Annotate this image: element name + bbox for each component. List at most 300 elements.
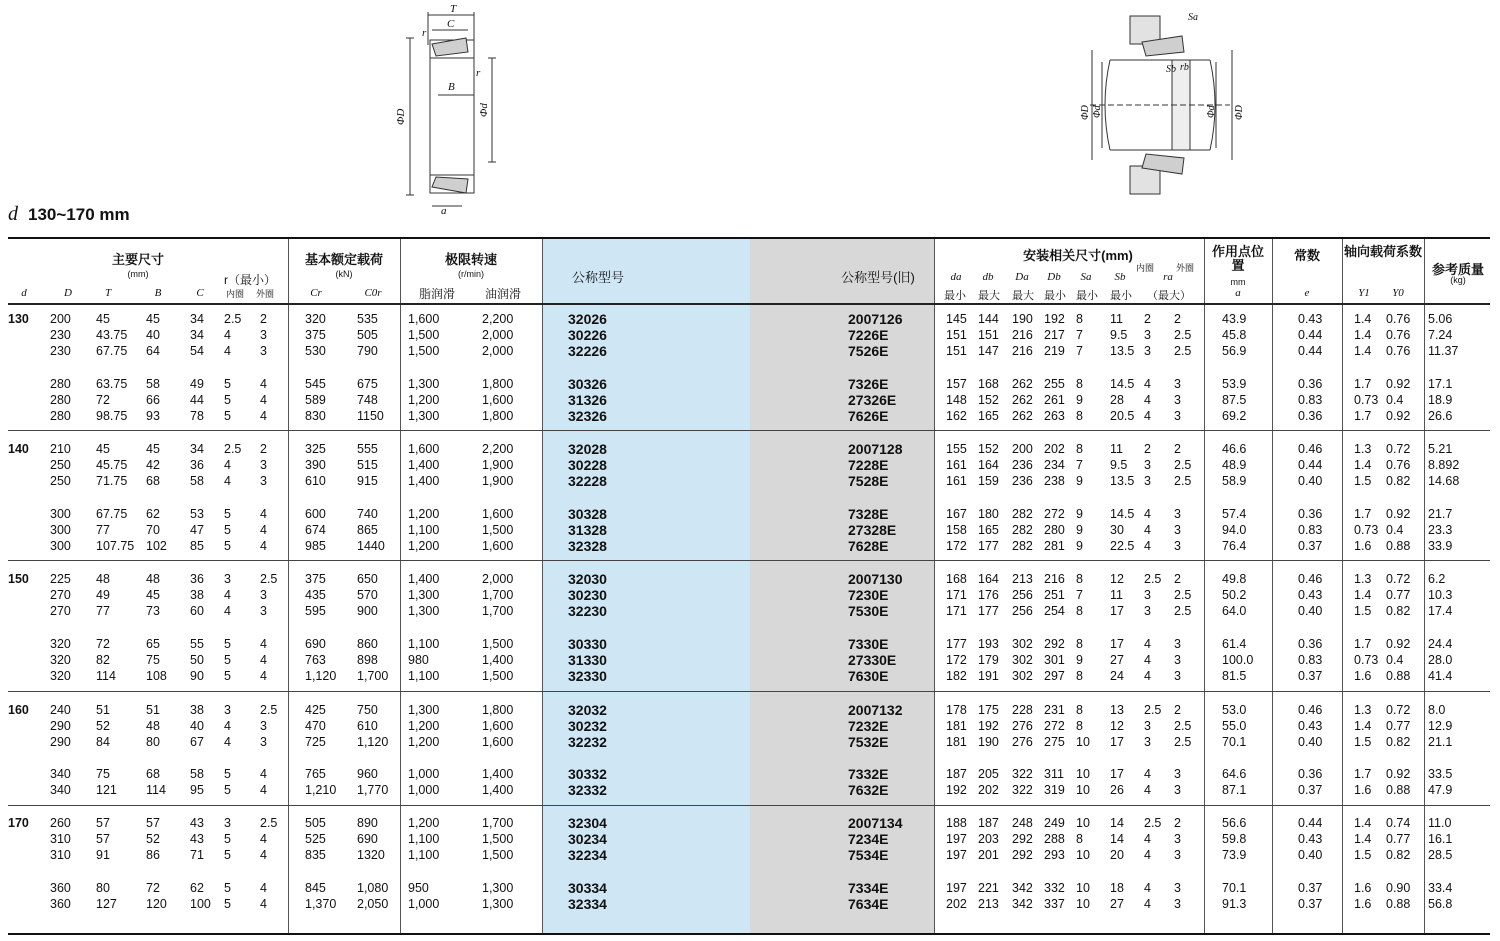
cell-C0r: 2,050 — [357, 897, 389, 911]
cell-db-max: 168 — [978, 377, 999, 391]
cell-model-old: 7632E — [848, 782, 889, 798]
cell-model: 30326 — [568, 376, 607, 392]
cell-C: 43 — [190, 816, 204, 830]
cell-ra-max: 3 — [1144, 458, 1151, 472]
cell-a: 69.2 — [1222, 409, 1247, 423]
fig2-label-phiD: ΦD — [1080, 105, 1091, 120]
header-r: r（最小） — [224, 273, 276, 287]
cell-Y0: 0.76 — [1386, 458, 1411, 472]
table-row — [8, 343, 1490, 359]
cell-C: 54 — [190, 344, 204, 358]
cell-e: 0.36 — [1298, 767, 1323, 781]
cell-Y1: 1.4 — [1354, 328, 1372, 342]
cell-model-old: 7626E — [848, 408, 889, 424]
cell-Sb-min: 13.5 — [1110, 474, 1135, 488]
cell-da-min: 172 — [946, 539, 967, 553]
header-load: 基本额定载荷 — [304, 252, 383, 267]
cell-B: 75 — [146, 653, 160, 667]
cell-rb-max: 3 — [1174, 881, 1181, 895]
cell-ra-max: 2 — [1144, 312, 1151, 326]
cell-Sa-min: 8 — [1076, 637, 1083, 651]
cell-r-outer: 3 — [260, 458, 267, 472]
cell-Da-max: 200 — [1012, 442, 1033, 456]
cell-a: 53.9 — [1222, 377, 1247, 391]
cell-db-max: 205 — [978, 767, 999, 781]
cell-r-inner: 4 — [224, 588, 231, 602]
cell-Sa-min: 8 — [1076, 409, 1083, 423]
cell-T: 107.75 — [96, 539, 135, 553]
table-row — [8, 652, 1490, 668]
cell-mass: 8.0 — [1428, 703, 1446, 717]
cell-mass: 5.06 — [1428, 312, 1453, 326]
cell-T: 49 — [96, 588, 110, 602]
cell-speed-oil: 1,400 — [482, 767, 514, 781]
bearing-table — [8, 237, 1490, 935]
cell-da-min: 187 — [946, 767, 967, 781]
cell-Cr: 325 — [305, 442, 326, 456]
cell-speed-oil: 1,600 — [482, 393, 514, 407]
cell-e: 0.37 — [1298, 669, 1323, 683]
header-B: B — [154, 287, 162, 299]
cell-speed-grease: 1,500 — [408, 344, 440, 358]
cell-Db-min: 202 — [1044, 442, 1065, 456]
cell-speed-grease: 1,200 — [408, 735, 440, 749]
header-Sb: Sb — [1114, 271, 1126, 283]
header-Sa: Sa — [1080, 271, 1092, 283]
header-mount-inner: 内圈 — [1135, 263, 1154, 273]
cell-a: 55.0 — [1222, 719, 1247, 733]
cell-model: 30226 — [568, 327, 607, 343]
cell-da-min: 161 — [946, 474, 967, 488]
cell-Db-min: 234 — [1044, 458, 1065, 472]
cell-T: 77 — [96, 604, 110, 618]
cell-Sa-min: 8 — [1076, 719, 1083, 733]
cell-e: 0.44 — [1298, 816, 1323, 830]
cell-rb-max: 3 — [1174, 637, 1181, 651]
table-row — [8, 734, 1490, 750]
cell-db-max: 144 — [978, 312, 999, 326]
cell-model-old: 7232E — [848, 718, 889, 734]
header-D: D — [64, 287, 72, 299]
cell-da-min: 148 — [946, 393, 967, 407]
cell-Y1: 1.4 — [1354, 816, 1372, 830]
cell-speed-oil: 1,600 — [482, 735, 514, 749]
cell-model: 31330 — [568, 652, 607, 668]
cell-Da-max: 236 — [1012, 458, 1033, 472]
cell-model-old: 7326E — [848, 376, 889, 392]
cell-r-outer: 4 — [260, 897, 267, 911]
cell-speed-oil: 1,500 — [482, 637, 514, 651]
cell-Y0: 0.76 — [1386, 344, 1411, 358]
cell-Y1: 1.6 — [1354, 897, 1372, 911]
cell-Sa-min: 9 — [1076, 653, 1083, 667]
cell-mass: 18.9 — [1428, 393, 1453, 407]
cell-mass: 5.21 — [1428, 442, 1453, 456]
cell-r-inner: 5 — [224, 523, 231, 537]
cell-speed-grease: 1,200 — [408, 719, 440, 733]
cell-e: 0.36 — [1298, 637, 1323, 651]
cell-speed-oil: 2,000 — [482, 328, 514, 342]
cell-a: 45.8 — [1222, 328, 1247, 342]
cell-Da-max: 256 — [1012, 604, 1033, 618]
cell-r-inner: 3 — [224, 703, 231, 717]
cell-Db-min: 281 — [1044, 539, 1065, 553]
cell-speed-grease: 1,200 — [408, 816, 440, 830]
header-grease: 脂润滑 — [418, 287, 455, 301]
table-row — [8, 506, 1490, 522]
cell-mass: 28.0 — [1428, 653, 1453, 667]
cell-mass: 11.37 — [1428, 344, 1459, 358]
cell-a: 100.0 — [1222, 653, 1254, 667]
cell-model-old: 7634E — [848, 896, 889, 912]
cell-Sb-min: 18 — [1110, 881, 1124, 895]
cell-rb-max: 2 — [1174, 703, 1181, 717]
cell-Sa-min: 9 — [1076, 507, 1083, 521]
cell-e: 0.46 — [1298, 442, 1323, 456]
cell-rb-max: 2.5 — [1174, 328, 1192, 342]
cell-r-inner: 5 — [224, 881, 231, 895]
cell-D: 310 — [50, 832, 71, 846]
table-row — [8, 896, 1490, 912]
cell-Db-min: 251 — [1044, 588, 1065, 602]
cell-Y1: 1.5 — [1354, 604, 1372, 618]
cell-db-max: 165 — [978, 523, 999, 537]
cell-r-outer: 4 — [260, 393, 267, 407]
cell-C: 34 — [190, 328, 204, 342]
cell-Sb-min: 17 — [1110, 637, 1124, 651]
cell-Y0: 0.4 — [1386, 653, 1404, 667]
cell-mass: 41.4 — [1428, 669, 1453, 683]
table-row — [8, 327, 1490, 343]
cell-T: 45.75 — [96, 458, 128, 472]
cell-da-min: 158 — [946, 523, 967, 537]
table-row — [8, 441, 1490, 457]
cell-mass: 24.4 — [1428, 637, 1453, 651]
cell-ra-max: 3 — [1144, 474, 1151, 488]
cell-D: 360 — [50, 897, 71, 911]
cell-Y0: 0.88 — [1386, 783, 1411, 797]
cell-Cr: 600 — [305, 507, 326, 521]
cell-D: 290 — [50, 719, 71, 733]
cell-C: 60 — [190, 604, 204, 618]
cell-C0r: 900 — [357, 604, 378, 618]
table-row — [8, 408, 1490, 424]
cell-Sb-min: 12 — [1110, 719, 1124, 733]
cell-speed-grease: 1,300 — [408, 409, 440, 423]
cell-d: 170 — [8, 816, 29, 830]
cell-r-inner: 5 — [224, 539, 231, 553]
cell-Db-min: 293 — [1044, 848, 1065, 862]
cell-Da-max: 276 — [1012, 719, 1033, 733]
table-row — [8, 702, 1490, 718]
cell-mass: 23.3 — [1428, 523, 1453, 537]
cell-speed-grease: 980 — [408, 653, 429, 667]
cell-T: 63.75 — [96, 377, 128, 391]
cell-db-max: 213 — [978, 897, 999, 911]
table-row — [8, 392, 1490, 408]
cell-a: 70.1 — [1222, 881, 1247, 895]
cell-Da-max: 342 — [1012, 897, 1033, 911]
cell-speed-oil: 1,600 — [482, 539, 514, 553]
header-rule — [8, 303, 1490, 305]
cell-r-inner: 5 — [224, 669, 231, 683]
cell-db-max: 192 — [978, 719, 999, 733]
cell-Cr: 1,210 — [305, 783, 337, 797]
cell-Db-min: 292 — [1044, 637, 1065, 651]
cell-model: 30332 — [568, 766, 607, 782]
cell-speed-oil: 1,900 — [482, 474, 514, 488]
cell-Cr: 674 — [305, 523, 326, 537]
cell-speed-grease: 1,000 — [408, 897, 440, 911]
cell-C: 40 — [190, 719, 204, 733]
cell-Da-max: 262 — [1012, 409, 1033, 423]
cell-Sb-min: 27 — [1110, 897, 1124, 911]
header-min: 最小 — [1044, 290, 1066, 302]
header-oil: 油润滑 — [484, 287, 521, 301]
cell-Y1: 1.6 — [1354, 539, 1372, 553]
cell-C: 58 — [190, 767, 204, 781]
cell-B: 108 — [146, 669, 167, 683]
cell-Sb-min: 13 — [1110, 703, 1124, 717]
cell-T: 84 — [96, 735, 110, 749]
fig-label-C: C — [447, 18, 455, 30]
group-rule — [8, 430, 1490, 431]
cell-e: 0.36 — [1298, 507, 1323, 521]
cell-B: 93 — [146, 409, 160, 423]
cell-r-inner: 4 — [224, 604, 231, 618]
cell-C: 53 — [190, 507, 204, 521]
cell-rb-max: 3 — [1174, 897, 1181, 911]
cell-r-outer: 3 — [260, 588, 267, 602]
cell-Y0: 0.77 — [1386, 719, 1411, 733]
cell-Db-min: 275 — [1044, 735, 1065, 749]
cell-Da-max: 262 — [1012, 393, 1033, 407]
header-model-old: 公称型号(旧) — [841, 270, 915, 285]
cell-Sb-min: 14.5 — [1110, 377, 1135, 391]
cell-r-inner: 3 — [224, 816, 231, 830]
cell-Y0: 0.88 — [1386, 897, 1411, 911]
cell-C: 50 — [190, 653, 204, 667]
cell-T: 45 — [96, 442, 110, 456]
cell-Cr: 545 — [305, 377, 326, 391]
cell-C0r: 898 — [357, 653, 378, 667]
cell-model-old: 27326E — [848, 392, 897, 408]
cell-C: 55 — [190, 637, 204, 651]
cell-Sb-min: 26 — [1110, 783, 1124, 797]
cell-Y1: 1.7 — [1354, 637, 1372, 651]
cell-Cr: 470 — [305, 719, 326, 733]
cell-C0r: 960 — [357, 767, 378, 781]
cell-model-old: 7630E — [848, 668, 889, 684]
cell-mass: 11.0 — [1428, 816, 1452, 830]
header-Y0: Y0 — [1392, 287, 1404, 299]
header-speed-unit: (r/min) — [458, 269, 484, 279]
cell-da-min: 151 — [946, 328, 967, 342]
cell-C: 47 — [190, 523, 204, 537]
cell-ra-max: 4 — [1144, 637, 1151, 651]
cell-db-max: 147 — [978, 344, 999, 358]
cell-e: 0.43 — [1298, 312, 1323, 326]
cell-speed-oil: 1,400 — [482, 653, 514, 667]
cell-Db-min: 263 — [1044, 409, 1065, 423]
cell-ra-max: 4 — [1144, 832, 1151, 846]
cell-model-old: 7330E — [848, 636, 889, 652]
header-Y1: Y1 — [1358, 287, 1370, 299]
cell-Sa-min: 7 — [1076, 458, 1083, 472]
cell-db-max: 187 — [978, 816, 999, 830]
cell-r-outer: 4 — [260, 653, 267, 667]
cell-a: 49.8 — [1222, 572, 1247, 586]
cell-T: 51 — [96, 703, 110, 717]
cell-model: 30232 — [568, 718, 607, 734]
cell-Sb-min: 11 — [1110, 312, 1123, 326]
cell-Db-min: 272 — [1044, 507, 1065, 521]
mounting-dimensions-diagram — [1070, 10, 1250, 200]
fig-label-r2: r — [476, 67, 481, 79]
cell-Cr: 595 — [305, 604, 326, 618]
table-row — [8, 473, 1490, 489]
cell-a: 59.8 — [1222, 832, 1247, 846]
cell-D: 280 — [50, 409, 71, 423]
cell-db-max: 164 — [978, 458, 999, 472]
cell-Sb-min: 14 — [1110, 816, 1124, 830]
cell-C0r: 675 — [357, 377, 378, 391]
cell-r-inner: 2.5 — [224, 312, 242, 326]
cell-C0r: 748 — [357, 393, 378, 407]
cell-B: 66 — [146, 393, 160, 407]
cell-Y1: 0.73 — [1354, 393, 1379, 407]
header-min: 最小 — [1076, 290, 1098, 302]
cell-r-outer: 3 — [260, 344, 267, 358]
cell-Sa-min: 8 — [1076, 572, 1083, 586]
cell-Y1: 1.4 — [1354, 719, 1372, 733]
cell-B: 114 — [146, 783, 166, 797]
cell-Db-min: 332 — [1044, 881, 1065, 895]
cell-model-old: 7332E — [848, 766, 889, 782]
cell-Y1: 1.4 — [1354, 312, 1372, 326]
cell-Y0: 0.92 — [1386, 637, 1411, 651]
cell-Sb-min: 17 — [1110, 735, 1124, 749]
cell-model-old: 2007130 — [848, 571, 903, 587]
cell-C0r: 860 — [357, 637, 378, 651]
cell-ra-max: 3 — [1144, 588, 1151, 602]
cell-Y1: 1.4 — [1354, 458, 1372, 472]
cell-a: 73.9 — [1222, 848, 1247, 862]
cell-Y1: 1.7 — [1354, 507, 1372, 521]
cell-Cr: 610 — [305, 474, 326, 488]
cell-da-min: 197 — [946, 848, 967, 862]
cell-Y1: 1.7 — [1354, 767, 1372, 781]
cell-model-old: 7226E — [848, 327, 889, 343]
cell-r-outer: 4 — [260, 881, 267, 895]
cell-Db-min: 288 — [1044, 832, 1065, 846]
cell-T: 98.75 — [96, 409, 128, 423]
cell-Y0: 0.90 — [1386, 881, 1411, 895]
cell-Db-min: 280 — [1044, 523, 1065, 537]
cell-da-min: 182 — [946, 669, 967, 683]
cell-Y0: 0.72 — [1386, 572, 1411, 586]
cell-Da-max: 282 — [1012, 539, 1033, 553]
cell-Cr: 1,120 — [305, 669, 337, 683]
cell-Sa-min: 9 — [1076, 539, 1083, 553]
cell-speed-grease: 1,100 — [408, 523, 440, 537]
cell-B: 58 — [146, 377, 160, 391]
cell-db-max: 203 — [978, 832, 999, 846]
cell-Sa-min: 8 — [1076, 604, 1083, 618]
cell-speed-oil: 1,500 — [482, 669, 514, 683]
cell-model-old: 27328E — [848, 522, 897, 538]
cell-B: 73 — [146, 604, 160, 618]
cell-a: 61.4 — [1222, 637, 1247, 651]
cell-speed-oil: 1,800 — [482, 409, 514, 423]
header-mass: 参考质量 — [1431, 262, 1484, 277]
cell-ra-max: 2.5 — [1144, 572, 1162, 586]
header-d: d — [21, 287, 27, 299]
cell-db-max: 176 — [978, 588, 999, 602]
cell-C0r: 865 — [357, 523, 378, 537]
cell-db-max: 159 — [978, 474, 999, 488]
cell-mass: 26.6 — [1428, 409, 1453, 423]
cell-ra-max: 4 — [1144, 507, 1151, 521]
cell-C0r: 1150 — [357, 409, 384, 423]
cell-db-max: 164 — [978, 572, 999, 586]
fig2-label-phid: Φd — [1092, 105, 1103, 118]
cell-model-old: 7628E — [848, 538, 889, 554]
cell-Cr: 435 — [305, 588, 326, 602]
cell-Sa-min: 9 — [1076, 474, 1083, 488]
cell-d: 160 — [8, 703, 29, 717]
cell-db-max: 202 — [978, 783, 999, 797]
header-a: a — [1235, 287, 1241, 299]
cell-speed-oil: 1,300 — [482, 897, 514, 911]
cell-rb-max: 3 — [1174, 669, 1181, 683]
cell-Da-max: 302 — [1012, 653, 1033, 667]
cell-B: 57 — [146, 816, 160, 830]
cell-speed-grease: 1,400 — [408, 572, 440, 586]
cell-ra-max: 4 — [1144, 848, 1151, 862]
cell-Y0: 0.4 — [1386, 523, 1404, 537]
cell-B: 102 — [146, 539, 167, 553]
cell-C: 36 — [190, 572, 204, 586]
cell-model: 30334 — [568, 880, 607, 896]
cell-C: 100 — [190, 897, 211, 911]
cell-e: 0.40 — [1298, 604, 1323, 618]
header-main-dims-unit: (mm) — [127, 269, 149, 279]
cell-Cr: 725 — [305, 735, 326, 749]
cell-Sb-min: 17 — [1110, 604, 1124, 618]
header-load-unit: (kN) — [335, 269, 353, 279]
cell-Y0: 0.76 — [1386, 328, 1411, 342]
cell-B: 48 — [146, 719, 160, 733]
header-da: da — [950, 271, 962, 283]
cell-ra-max: 2.5 — [1144, 816, 1162, 830]
cell-Db-min: 238 — [1044, 474, 1065, 488]
cell-mass: 8.892 — [1428, 458, 1460, 472]
cell-Sa-min: 10 — [1076, 767, 1090, 781]
cell-rb-max: 2 — [1174, 816, 1181, 830]
cell-B: 68 — [146, 767, 160, 781]
cell-T: 67.75 — [96, 507, 128, 521]
cell-a: 94.0 — [1222, 523, 1247, 537]
cell-Y0: 0.74 — [1386, 816, 1411, 830]
cell-r-outer: 3 — [260, 604, 267, 618]
cell-model: 32304 — [568, 815, 607, 831]
cell-Y1: 1.7 — [1354, 409, 1372, 423]
cell-d: 150 — [8, 572, 29, 586]
cell-model-old: 7228E — [848, 457, 889, 473]
cell-Y1: 1.3 — [1354, 442, 1372, 456]
cell-mass: 47.9 — [1428, 783, 1453, 797]
